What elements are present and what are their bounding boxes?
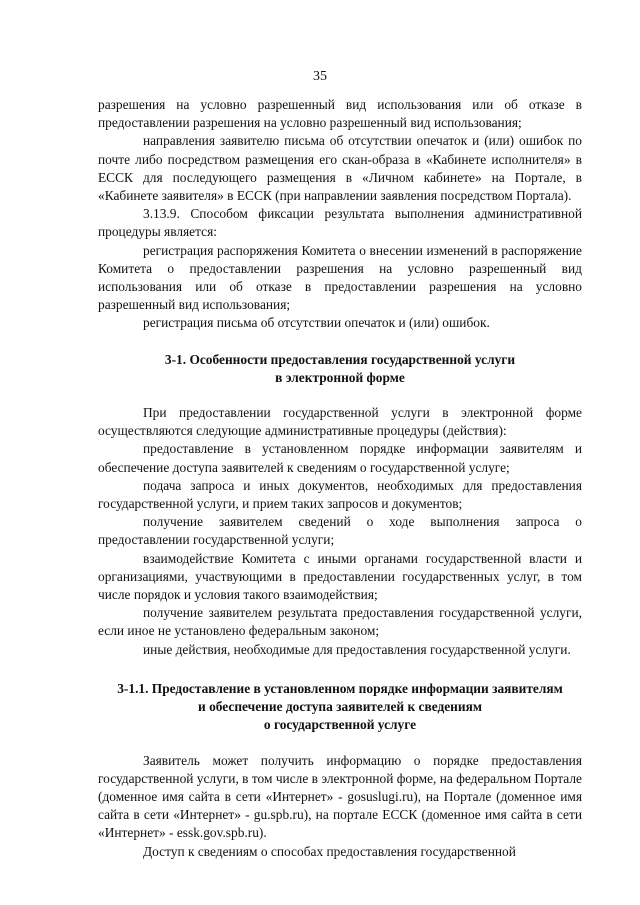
paragraph: 3.13.9. Способом фиксации результата выполнения административной процедуры является: [98,206,582,240]
paragraph: регистрация письма об отсутствии опечаток и (или) ошибок. [143,315,490,331]
heading-line: 3-1.1. Предоставление в установленном порядке информации заявителям [117,680,563,696]
paragraph: предоставление в установленном порядке информации заявителям и обеспечение доступа заявителей к сведениям о государственной услуге; [98,441,582,475]
paragraph: При предоставлении государственной услуги в электронной форме осуществляются следующие административные процедуры (действия): [98,405,582,439]
paragraph: Заявитель может получить информацию о порядке предоставления государственной услуги, в том числе в электронной форме, на федеральном Портале (доменное имя сайта в сети «Интернет» - gosuslugi.ru), на Портале (доменное имя сайта в сети «Интернет» - gu.spb.ru), на портале ЕССК (доменное имя сайта в сети «Интернет» - essk.gov.spb.ru). [98,752,582,841]
heading-line: и обеспечение доступа заявителей к сведениям [198,699,482,715]
paragraph: регистрация распоряжения Комитета о внесении изменений в распоряжение Комитета о предоставлении разрешения на условно разрешенный вид использования или об отказе в предоставлении разрешения на условно разрешенный вид использования; [98,242,582,313]
paragraph: получение заявителем результата предоставления государственной услуги, если иное не установлено федеральным законом; [98,605,582,639]
paragraph: направления заявителю письма об отсутствии опечаток и (или) ошибок по почте либо посредством размещения его скан-образа в «Кабинете исполнителя» в ЕССК для последующего размещения в «Личном кабинете» на Портале, в «Кабинете заявителя» в ЕССК (при направлении заявления посредством Портала). [98,133,582,204]
paragraph: подача запроса и иных документов, необходимых для предоставления государственной услуги, и прием таких запросов и документов; [98,477,582,512]
page-number: 35 [313,69,327,84]
paragraph: разрешения на условно разрешенный вид использования или об отказе в предоставлении разрешения на условно разрешенный вид использования; [98,97,582,131]
paragraph: взаимодействие Комитета с иными органами государственной власти и организациями, участвующими в предоставлении государственных услуг, в том числе порядок и условия такого взаимодействия; [98,550,582,603]
paragraph: иные действия, необходимые для предоставления государственной услуги. [143,641,571,657]
heading-line: в электронной форме [275,369,405,385]
section-heading-3-1 [98,351,582,387]
body-text [98,96,582,861]
paragraph: Доступ к сведениям о способах предоставления государственной [143,843,516,859]
heading-line: о государственной услуге [263,717,417,733]
section-heading-3-1-1 [98,680,582,735]
paragraph: получение заявителем сведений о ходе выполнения запроса о предоставлении государственной услуги; [98,514,582,548]
heading-line: 3-1. Особенности предоставления государственной услуги [164,351,516,367]
